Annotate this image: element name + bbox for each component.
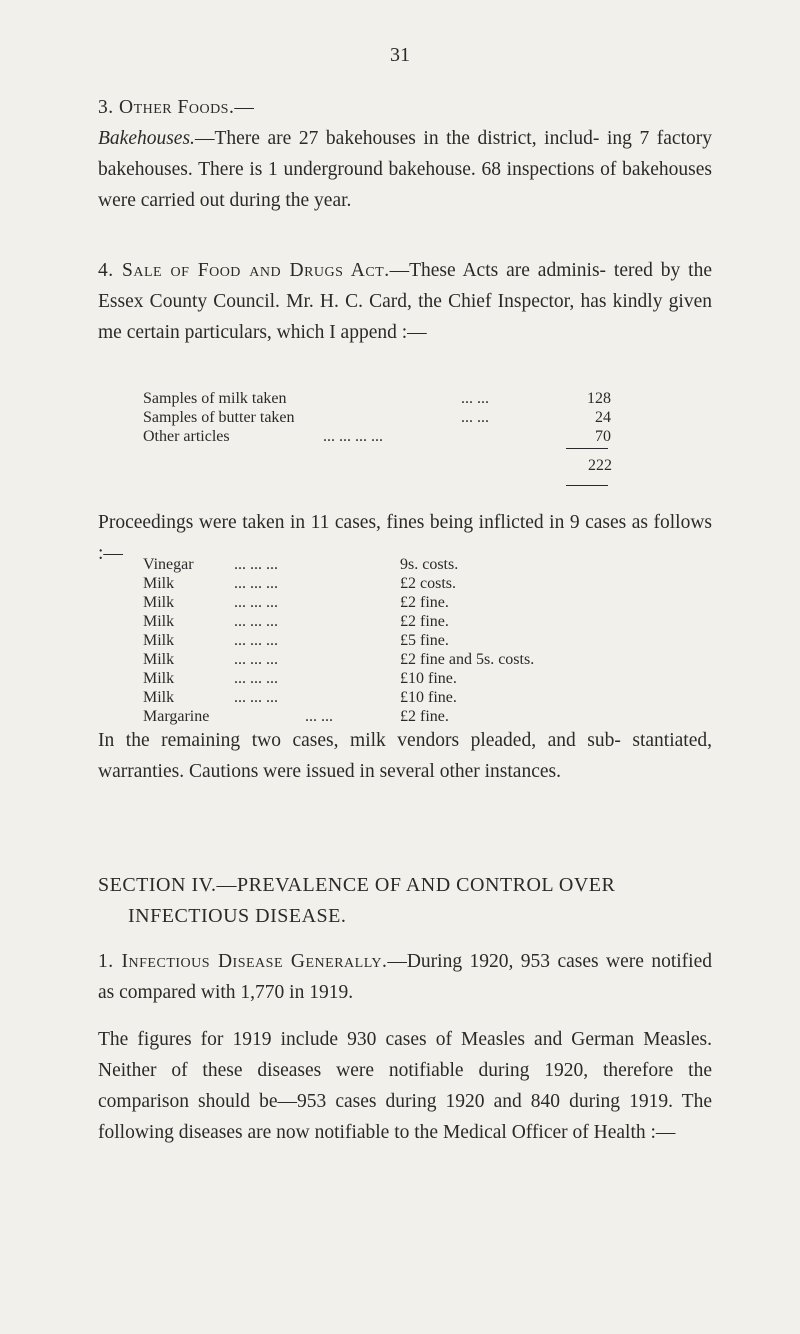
infectious-disease-text: —During 1920, 953 cases were notified as compared with 1,770 in 1919. bbox=[98, 951, 712, 1003]
case-item: Vinegar bbox=[143, 556, 194, 573]
sample-value: 128 bbox=[587, 390, 611, 407]
section-iv-heading bbox=[98, 870, 728, 932]
leader-dots: ... ... ... bbox=[234, 670, 278, 687]
case-penalty: £2 costs. bbox=[400, 575, 456, 592]
samples-total: 222 bbox=[588, 457, 612, 474]
sale-of-food-text: —These Acts are adminis- tered by the Essex County Council. Mr. H. C. Card, the Chief Inspector, has kindly given me certain particulars, which I append :— bbox=[98, 260, 712, 343]
case-item: Margarine bbox=[143, 708, 210, 725]
leader-dots: ... ... ... bbox=[234, 594, 278, 611]
total-rule-top bbox=[566, 448, 608, 449]
case-penalty: £2 fine and 5s. costs. bbox=[400, 651, 535, 668]
sale-of-food-heading: 4. Sale of Food and Drugs Act. bbox=[98, 260, 390, 281]
bakehouses-label: Bakehouses. bbox=[98, 128, 195, 149]
figures-paragraph: The figures for 1919 include 930 cases of Measles and German Measles. Neither of these diseases were notifiable during 1920, therefore the comparison should be—953 cases during 1920 and 840 during 1919. The following diseases are now notifiable to the Medical Officer of Health :— bbox=[98, 1029, 712, 1143]
table-row bbox=[143, 688, 663, 707]
leader-dots: ... ... bbox=[461, 390, 489, 407]
leader-dots: ... ... ... bbox=[234, 689, 278, 706]
sample-label: Samples of milk taken bbox=[143, 390, 287, 407]
remaining-cases-paragraph: In the remaining two cases, milk vendors pleaded, and sub- stantiated, warranties. Cautions were issued in several other instances. bbox=[98, 730, 712, 782]
leader-dots: ... ... ... bbox=[234, 613, 278, 630]
case-item: Milk bbox=[143, 613, 175, 630]
leader-dots: ... ... ... bbox=[234, 575, 278, 592]
table-row bbox=[143, 631, 663, 650]
proceedings-intro-text: Proceedings were taken in 11 cases, fines being inflicted in 9 cases as follows :— bbox=[98, 512, 712, 564]
table-row bbox=[143, 555, 663, 574]
bakehouses-paragraph bbox=[98, 123, 712, 216]
leader-dots: ... ... ... bbox=[234, 632, 278, 649]
table-row bbox=[143, 612, 663, 631]
table-row bbox=[143, 574, 663, 593]
leader-dots: ... ... ... bbox=[234, 556, 278, 573]
sample-value: 70 bbox=[595, 428, 611, 445]
section-iv-heading-line1: SECTION IV.—PREVALENCE OF AND CONTROL OVER bbox=[98, 874, 616, 896]
case-item: Milk bbox=[143, 689, 175, 706]
case-penalty: £2 fine. bbox=[400, 613, 449, 630]
sample-label: Other articles bbox=[143, 428, 230, 445]
samples-table bbox=[143, 389, 623, 446]
case-item: Milk bbox=[143, 575, 175, 592]
case-penalty: £5 fine. bbox=[400, 632, 449, 649]
case-penalty: £10 fine. bbox=[400, 689, 457, 706]
leader-dots: ... ... ... ... bbox=[323, 428, 383, 445]
leader-dots: ... ... ... bbox=[234, 651, 278, 668]
case-penalty: £2 fine. bbox=[400, 594, 449, 611]
table-row bbox=[143, 707, 663, 726]
total-rule-bottom bbox=[566, 485, 608, 486]
infectious-disease-paragraph bbox=[98, 946, 712, 1008]
other-foods-heading bbox=[98, 92, 712, 123]
case-item: Milk bbox=[143, 594, 175, 611]
page-number: 31 bbox=[390, 44, 410, 66]
section-iv-heading-line2: INFECTIOUS DISEASE. bbox=[128, 905, 347, 927]
bakehouses-text: —There are 27 bakehouses in the district, includ- ing 7 factory bakehouses. There is 1 underground bakehouse. 68 inspections of bakehouses were carried out during the year. bbox=[98, 128, 712, 211]
case-item: Milk bbox=[143, 670, 175, 687]
table-row bbox=[143, 669, 663, 688]
case-item: Milk bbox=[143, 632, 175, 649]
table-row bbox=[143, 427, 623, 446]
sample-label: Samples of butter taken bbox=[143, 409, 295, 426]
case-penalty: 9s. costs. bbox=[400, 556, 459, 573]
table-row bbox=[143, 389, 623, 408]
sale-of-food-paragraph bbox=[98, 255, 712, 348]
sample-value: 24 bbox=[595, 409, 611, 426]
case-item: Milk bbox=[143, 651, 175, 668]
infectious-disease-heading: 1. Infectious Disease Generally. bbox=[98, 951, 388, 972]
table-row bbox=[143, 650, 663, 669]
leader-dots: ... ... bbox=[461, 409, 489, 426]
leader-dots: ... ... bbox=[305, 708, 333, 725]
table-row bbox=[143, 408, 623, 427]
other-foods-heading-text: 3. Other Foods.— bbox=[98, 97, 255, 118]
case-penalty: £2 fine. bbox=[400, 708, 449, 725]
table-row bbox=[143, 593, 663, 612]
case-penalty: £10 fine. bbox=[400, 670, 457, 687]
cases-table bbox=[143, 555, 663, 726]
